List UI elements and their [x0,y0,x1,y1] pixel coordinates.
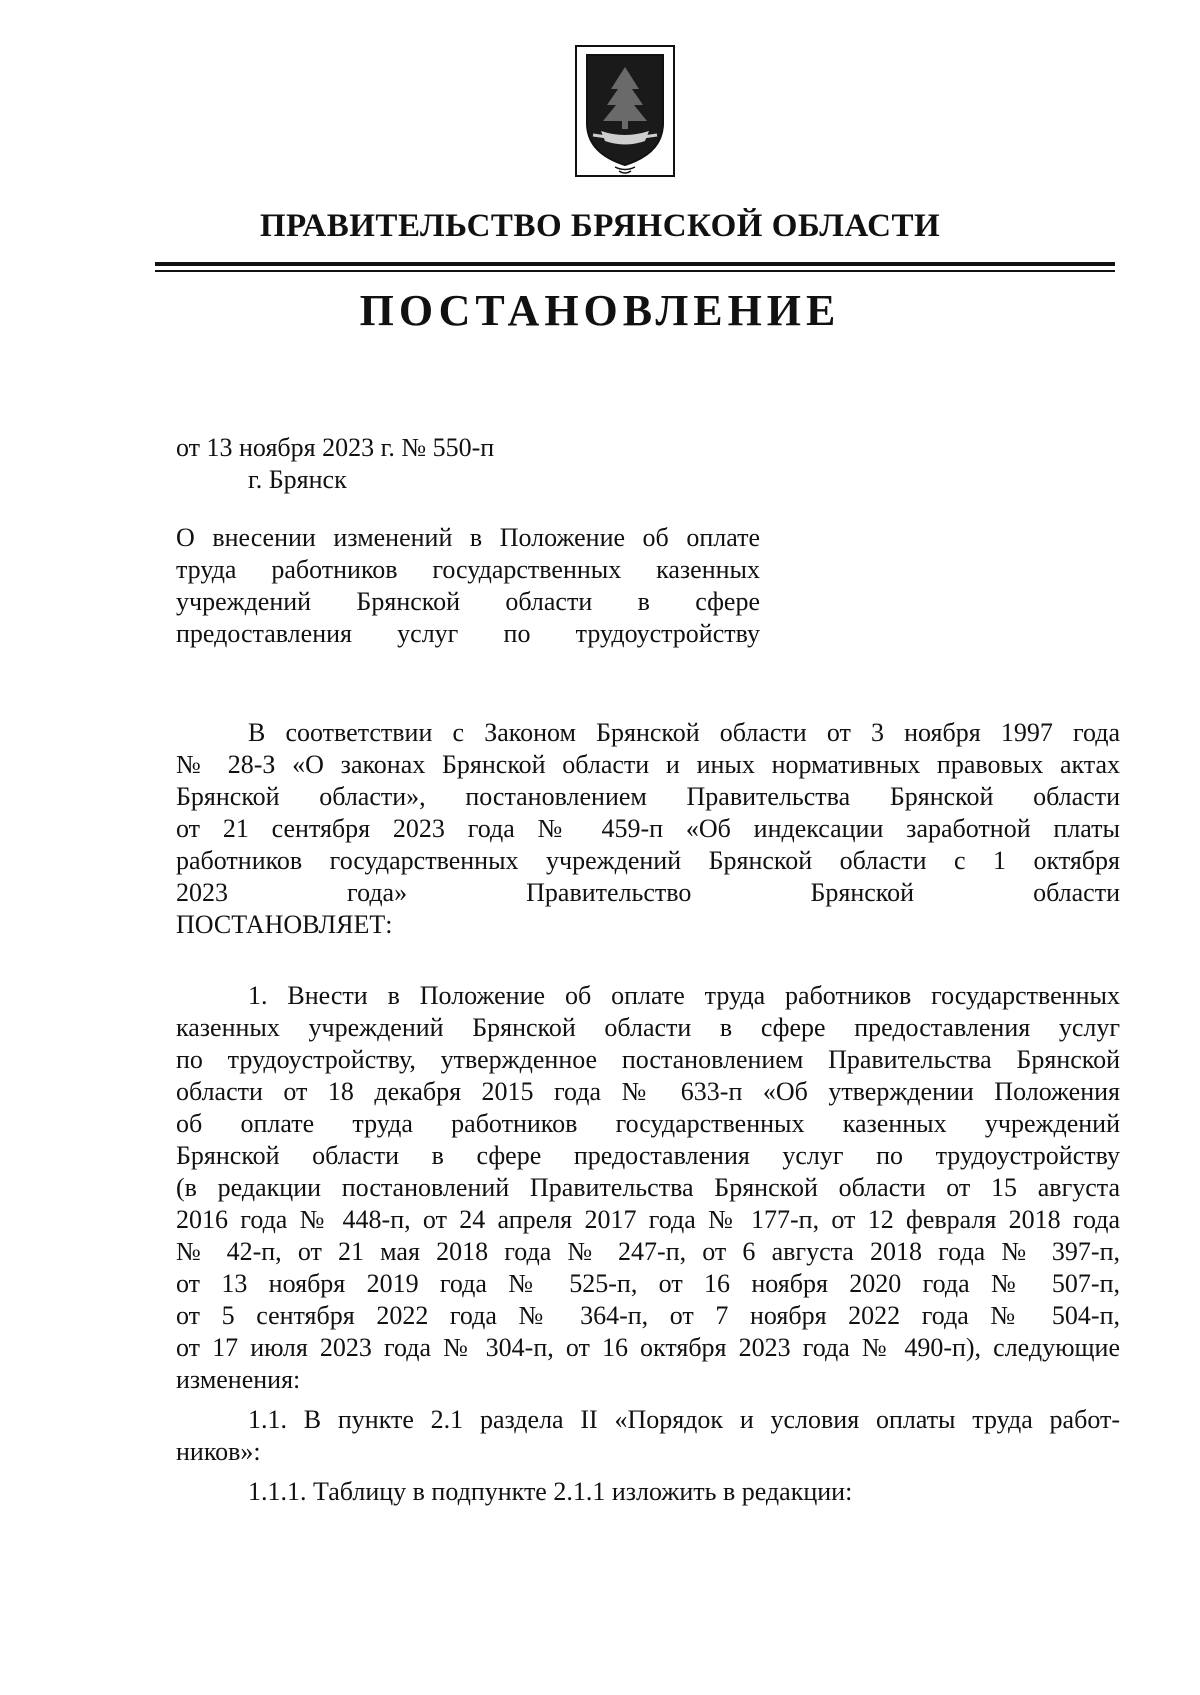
item1-line: Брянской области в сфере предоставления услуг по трудоустройству [176,1141,1120,1170]
document-type-title: ПОСТАНОВЛЕНИЕ [359,286,841,335]
header-divider-thin [155,270,1115,272]
item1-line: 1. Внести в Положение об оплате труда работников государственных [248,981,1120,1010]
subject-line: учреждений Брянской области в сфере [176,587,760,616]
preamble-line: 2023 года» Правительство Брянской области [176,878,1120,907]
preamble-block [176,749,1120,941]
item1-line: от 5 сентября 2022 года № 364-п, от 7 ноября 2022 года № 504-п, [176,1301,1120,1330]
date-number: от 13 ноября 2023 г. № 550-п [176,433,495,462]
item1-line: № 42-п, от 21 мая 2018 года № 247-п, от 6 августа 2018 года № 397-п, [176,1237,1120,1266]
item1-line: области от 18 декабря 2015 года № 633-п «Об утверждении Положения [176,1077,1120,1106]
preamble-line: В соответствии с Законом Брянской области от 3 ноября 1997 года [248,718,1120,747]
item1-line: от 13 ноября 2019 года № 525-п, от 16 ноября 2020 года № 507-п, [176,1269,1120,1298]
city: г. Брянск [248,465,347,494]
item1-line: по трудоустройству, утвержденное постановлением Правительства Брянской [176,1045,1120,1074]
bryansk-oblast-coat-of-arms-icon [575,45,675,177]
item1-line: изменения: [176,1365,301,1394]
item1-line: об оплате труда работников государственных казенных учреждений [176,1109,1120,1138]
preamble-line: от 21 сентября 2023 года № 459-п «Об индексации заработной платы [176,814,1120,843]
resolves-word: ПОСТАНОВЛЯЕТ: [176,910,393,939]
subject-line: труда работников государственных казенных [176,555,760,584]
government-title: ПРАВИТЕЛЬСТВО БРЯНСКОЙ ОБЛАСТИ [259,208,941,244]
preamble-line: Брянской области», постановлением Правительства Брянской области [176,782,1120,811]
subject-line: О внесении изменений в Положение об оплате [176,523,760,552]
item1-line: 2016 года № 448-п, от 24 апреля 2017 года № 177-п, от 12 февраля 2018 года [176,1205,1120,1234]
item1-block [176,1012,1120,1396]
subject-block [176,522,760,650]
item1-1-1-line: 1.1.1. Таблицу в подпункте 2.1.1 изложить в редакции: [248,1477,853,1506]
item1-line: (в редакции постановлений Правительства Брянской области от 15 августа [176,1173,1120,1202]
header-divider-thick [155,262,1115,266]
item1-line: от 17 июля 2023 года № 304-п, от 16 октября 2023 года № 490-п), следующие [176,1333,1120,1362]
item1-1-line: ников»: [176,1437,261,1466]
preamble-line: № 28-З «О законах Брянской области и иных нормативных правовых актах [176,750,1120,779]
item1-line: казенных учреждений Брянской области в сфере предоставления услуг [176,1013,1120,1042]
item1-1-line: 1.1. В пункте 2.1 раздела II «Порядок и условия оплаты труда работ- [248,1405,1120,1434]
preamble-line: работников государственных учреждений Брянской области с 1 октября [176,846,1120,875]
subject-line: предоставления услуг по трудоустройству [176,619,760,648]
